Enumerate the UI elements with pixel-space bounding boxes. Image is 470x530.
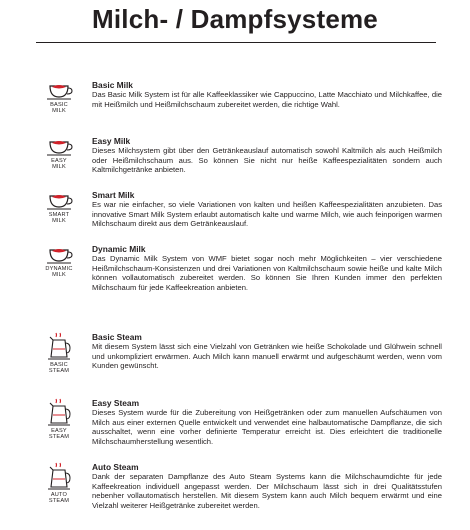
entry-text [92, 190, 442, 229]
icon-block [36, 332, 82, 375]
icon-label: EASY [51, 158, 67, 164]
icon-label: DYNAMIC [45, 266, 73, 272]
entry-text [92, 398, 442, 446]
page-title: Milch- / Dampfsysteme [92, 4, 378, 34]
icon-sublabel: STEAM [48, 434, 70, 441]
icon-block [36, 244, 82, 279]
icon-block [36, 190, 82, 225]
milk-cup-icon [44, 190, 74, 212]
entry-body: Dieses System wurde für die Zubereitung von Heißgetränken oder zum manuellen Aufschäumen von Milch aus einer externen Quelle entwickelt und verwendet eine halbautomatische Dampflanze, die sich ausschaltet, wenn eine vorher definierte Temperatur erreicht ist. Dies erleichtert die traditionelle Milchschaumherstellung wesentlich. [92, 408, 442, 446]
entry-title: Basic Steam [92, 332, 142, 342]
icon-sublabel: MILK [52, 218, 66, 225]
icon-sublabel: MILK [52, 108, 66, 115]
entry-text [92, 80, 442, 109]
entry-title: Auto Steam [92, 462, 139, 472]
icon-label: AUTO [50, 492, 68, 498]
icon-sublabel: MILK [52, 272, 66, 279]
entry-title: Basic Milk [92, 80, 133, 90]
entry-title: Smart Milk [92, 190, 135, 200]
title-rule [36, 42, 436, 43]
icon-block [36, 136, 82, 171]
entry-text [92, 136, 442, 175]
icon-label: SMART [48, 212, 70, 218]
entry-text [92, 462, 442, 510]
entry-title: Dynamic Milk [92, 244, 146, 254]
icon-label: EASY [51, 428, 67, 434]
icon-block [36, 398, 82, 441]
milk-cup-icon [44, 136, 74, 158]
icon-block [36, 462, 82, 505]
steam-jug-icon [44, 332, 74, 362]
entry-body: Mit diesem System lässt sich eine Vielzahl von Getränken wie heiße Schokolade und Glühwein schnell und unkompliziert erwärmen. Auch Milch kann manuell erwärmt und aufgeschäumt werden, wenn vom Kunden gewünscht. [92, 342, 442, 371]
icon-sublabel: STEAM [48, 498, 70, 505]
entry-body: Es war nie einfacher, so viele Variationen von kalten und heißen Kaffeespezialitäten anzubieten. Das innovative Smart Milk System erlaubt automatisch kalte und warme Milch, wie auch feinporigen warmen Milchschaum direkt aus dem Getränkeauslauf. [92, 200, 442, 229]
entry-body: Das Basic Milk System ist für alle Kaffeeklassiker wie Cappuccino, Latte Macchiato und Milchkaffee, die mit Heißmilch und Heißmilchschaum zubereitet werden, die richtige Wahl. [92, 90, 442, 109]
icon-label: BASIC [50, 362, 68, 368]
icon-block [36, 80, 82, 115]
entry-title: Easy Milk [92, 136, 131, 146]
entry-body: Dank der separaten Dampflanze des Auto Steam Systems kann die Milchschaumdichte für jede Kaffeekreation individuell angepasst werden. Der Milchschaum lässt sich in drei Qualitätsstufen nebenher vollautomatisch herstellen. Mit diesem System kann auch Milch bequem erwärmt und eine Vielzahl weiterer Heißgetränke zubereitet werden. [92, 472, 442, 510]
entry-body: Das Dynamic Milk System von WMF bietet sogar noch mehr Möglichkeiten – vier verschiedene Heißmilchschaum-Konsistenzen und drei Variationen von Kaltmilchschaum sowie heiße und kalte Milch können vollautomatisch zubereitet werden. So können Sie Ihren Kunden immer den perfekten Milchschaum für jede Kaffeekreation anbieten. [92, 254, 442, 292]
entry-body: Dieses Milchsystem gibt über den Getränkeauslauf automatisch sowohl Kaltmilch als auch Heißmilch oder Heißmilchschaum aus. So können Sie nicht nur heiße Kaffeespezialitäten sondern auch Kaltmilchgetränke anbieten. [92, 146, 442, 175]
steam-jug-icon [44, 398, 74, 428]
milk-cup-icon [44, 80, 74, 102]
entry-text [92, 244, 442, 292]
icon-sublabel: MILK [52, 164, 66, 171]
icon-sublabel: STEAM [48, 368, 70, 375]
steam-jug-icon [44, 462, 74, 492]
entry-title: Easy Steam [92, 398, 140, 408]
entry-text [92, 332, 442, 371]
icon-label: BASIC [50, 102, 68, 108]
milk-cup-icon [44, 244, 74, 266]
